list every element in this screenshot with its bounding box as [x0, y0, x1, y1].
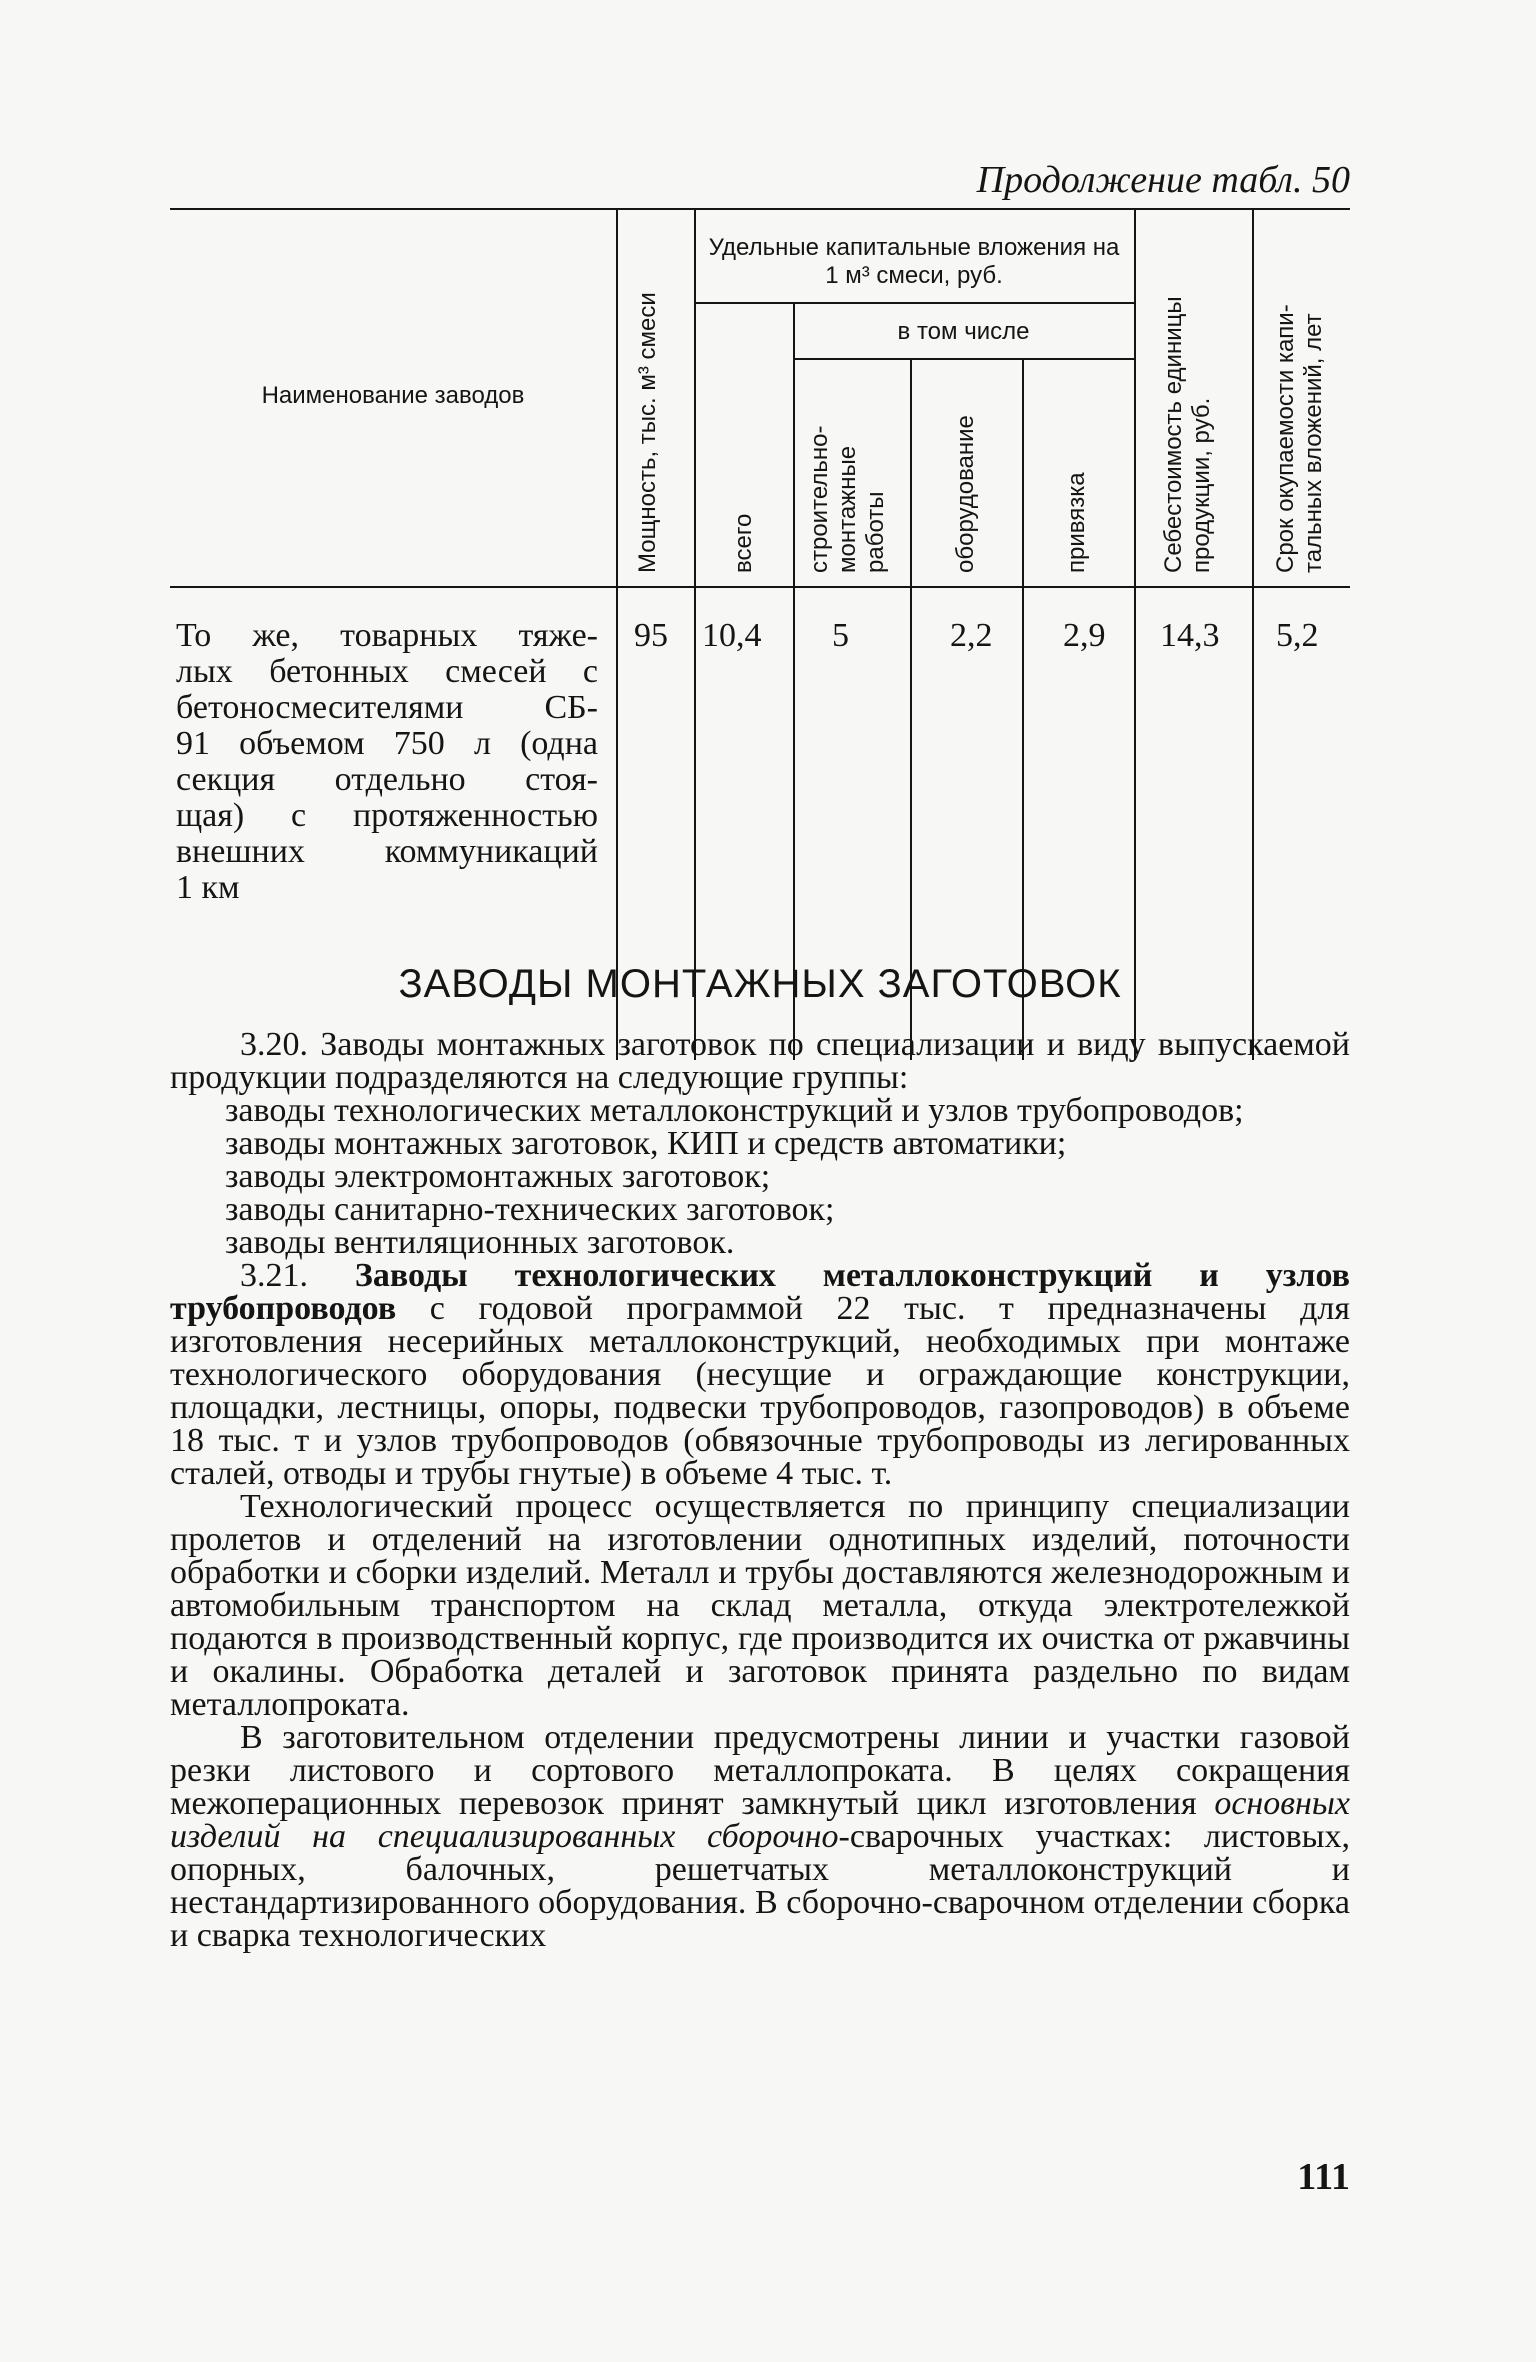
paragraph-text: сварочных участках: листовых, опорных, балочных, решетчатых металлоконструкций и нестандартизированного оборудования. В сборочно-сварочном отделении сборка и сварка технологических: [170, 1818, 1350, 1954]
row-name-line: щая) с протяженностью: [176, 797, 598, 834]
header-equipment: оборудование: [952, 415, 979, 573]
page-number: 111: [1297, 2156, 1350, 2198]
cell-cost: 14,3: [1160, 617, 1220, 654]
cell-equipment: 2,2: [950, 617, 993, 654]
cell-construction: 5: [832, 617, 849, 654]
header-binding: привязка: [1063, 472, 1090, 573]
col-divider-4: [910, 358, 912, 1060]
table-header-rule: [170, 586, 1350, 588]
paragraph-text: В заготовительном отделении предусмотрены линии и участки газовой резки листового и сортового металлопроката. В целях сокращения межоперационных перевозок принят замкнутый цикл изготовления: [170, 1719, 1350, 1822]
paragraph-text: Заводы монтажных заготовок по специализации и виду выпускаемой продукции подразделяются на следующие группы:: [170, 1026, 1350, 1096]
paragraph-text: с годовой программой 22 тыс. т предназначены для изготовления несерийных металлоконструкций, необходимых при монтаже технологического оборудования (несущие и ограждающие конструкции, площадки, лестницы, опоры, подвески трубопроводов, газопроводов) в объеме 18 тыс. т и узлов трубопроводов (обвязочные трубопроводы из легированных сталей, отводы и трубы гнутые) в объеме 4 тыс. т.: [170, 1290, 1350, 1492]
cell-payback: 5,2: [1276, 617, 1319, 654]
header-name: Наименование заводов: [261, 382, 525, 409]
row-name: [176, 618, 598, 906]
cell-total: 10,4: [702, 617, 762, 654]
paragraph-3-20: [170, 1028, 1350, 1094]
col-divider-6: [1134, 208, 1136, 1060]
section-title: ЗАВОДЫ МОНТАЖНЫХ ЗАГОТОВОК: [398, 962, 1122, 1006]
body-text: [170, 1028, 1350, 1952]
row-name-line: внешних коммуникаций: [176, 833, 598, 870]
header-construction: строительно- монтажные работы: [806, 425, 889, 573]
row-name-line: бетоносмесителями СБ-: [176, 689, 598, 726]
header-payback: Срок окупаемости капи- тальных вложений, лет: [1272, 304, 1327, 573]
paragraph-preparation: [170, 1721, 1350, 1952]
group-item: заводы санитарно-технических заготовок;: [225, 1191, 835, 1228]
paragraph-italic: основных изделий на специализированных сборочно-: [170, 1785, 1351, 1855]
header-total: всего: [730, 513, 757, 573]
col-divider-3: [793, 302, 795, 1060]
row-name-line: секция отдельно стоя-: [176, 761, 598, 798]
row-name-line: То же, товарных тяже-: [176, 617, 598, 654]
header-power: Мощность, тыс. м³ смеси: [634, 292, 661, 573]
cell-power: 95: [634, 617, 668, 654]
paragraph-number: 3.20.: [240, 1026, 308, 1063]
row-name-line: 1 км: [176, 869, 240, 906]
group-item: заводы монтажных заготовок, КИП и средств автоматики;: [225, 1125, 1067, 1162]
data-table: [170, 208, 1350, 1060]
col-divider-2: [694, 208, 696, 1060]
header-cost: Себестоимость единицы продукции, руб.: [1160, 296, 1215, 573]
col-divider-7: [1252, 208, 1254, 1060]
header-including: в том числе: [897, 318, 1030, 345]
invest-group-rule: [694, 302, 1134, 304]
paragraph-3-21: [170, 1259, 1350, 1490]
col-divider-5: [1022, 358, 1024, 1060]
group-item: заводы технологических металлоконструкций и узлов трубопроводов;: [225, 1092, 1244, 1129]
table-top-rule: [170, 208, 1350, 210]
col-divider-1: [616, 208, 618, 1060]
paragraph-number: 3.21.: [240, 1257, 308, 1294]
including-rule: [793, 358, 1134, 360]
paragraph-technology: Технологический процесс осуществляется по принципу специализации пролетов и отделений на изготовлении однотипных изделий, поточности обработки и сборки изделий. Металл и трубы доставляются железнодорожным и автомобильным транспортом на склад металла, откуда электротележкой подаются в производственный корпус, где производится их очистка от ржавчины и окалины. Обработка деталей и заготовок принята раздельно по видам металлопроката.: [170, 1488, 1350, 1723]
paragraph-bold-lead: Заводы технологических металлоконструкций и узлов трубопроводов: [170, 1257, 1350, 1327]
group-item: заводы вентиляционных заготовок.: [225, 1224, 735, 1261]
group-item: заводы электромонтажных заготовок;: [225, 1158, 771, 1195]
header-invest-group: Удельные капитальные вложения на 1 м³ смеси, руб.: [708, 234, 1120, 289]
row-name-line: лых бетонных смесей с: [176, 653, 598, 690]
table-continuation-caption: Продолжение табл. 50: [976, 159, 1350, 201]
row-name-line: 91 объемом 750 л (одна: [176, 725, 598, 762]
cell-binding: 2,9: [1063, 617, 1106, 654]
